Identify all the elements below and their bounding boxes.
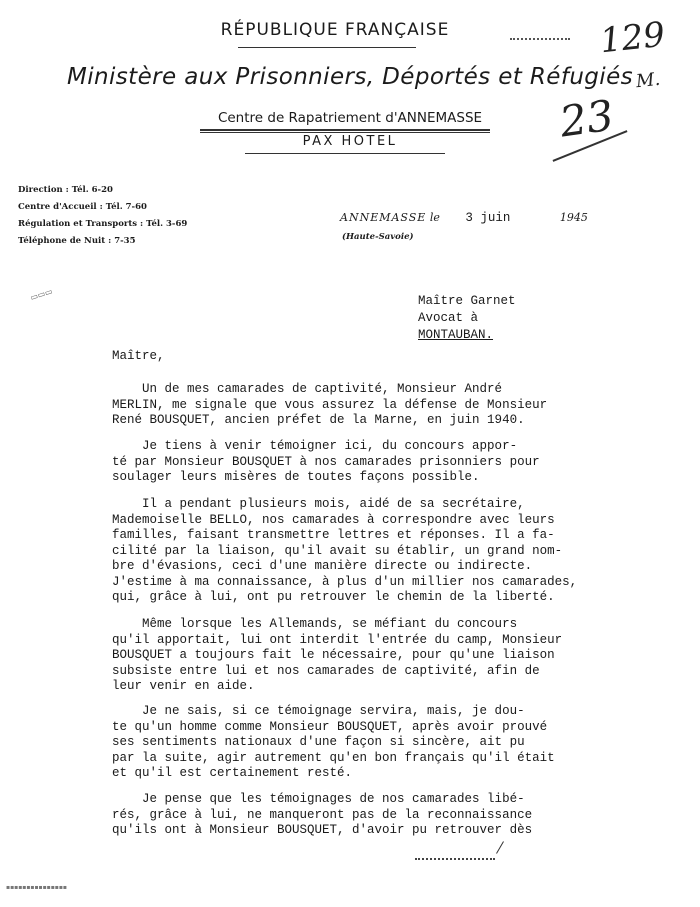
paragraph-1: Un de mes camarades de captivité, Monsieur André MERLIN, me signale que vous assurez la défense de Monsieur René BOUSQUET, ancien préfet de la Marne, en juin 1940. [112, 382, 548, 427]
addressee-name: Maître Garnet [418, 294, 516, 308]
phone-direction: Direction : Tél. 6-20 [18, 185, 113, 195]
heading-rule [238, 47, 416, 48]
city: ANNEMASSE [340, 211, 427, 224]
faded-stamp: ▭▭▭ [29, 286, 54, 303]
paragraph-2: Je tiens à venir témoigner ici, du concours appor- té par Monsieur BOUSQUET à nos camarades prisonniers pour soulager leurs misères de toutes façons possible. [112, 439, 540, 484]
continuation-slash [496, 841, 504, 854]
paragraph-5: Je ne sais, si ce témoignage servira, mais, je dou- te qu'un homme comme Monsieur BOUSQUET, après avoir prouvé ses sentiments nationaux d'une façon si sincère, ait pu par la suite, agir autrement qu'en bon français qu'il était et qu'il est certainement resté. [112, 704, 555, 780]
place-date [340, 211, 588, 225]
phone-accueil: Centre d'Accueil : Tél. 7-60 [18, 202, 147, 212]
year-digit: 5 [580, 211, 588, 224]
paragraph-3: Il a pendant plusieurs mois, aidé de sa secrétaire, Mademoiselle BELLO, nos camarades à correspondre avec leurs familles, faisant transmettre lettres et réponses. Il a fa- cilité par la liaison, qu'il avait su établir, un grand nom- bre d'évasions, ceci d'une manière directe ou indirecte. J'estime à ma connaissance, à plus d'un millier nos camarades, qui, grâce à lui, ont pu retrouver le chemin de la liberté. [112, 497, 578, 604]
letter-date: 3 juin [465, 211, 511, 225]
printer-footer: ▪▪▪▪▪▪▪▪▪▪▪▪▪▪▪ [6, 884, 67, 891]
phone-list [18, 182, 187, 250]
phone-nuit: Téléphone de Nuit : 7-35 [18, 236, 136, 246]
republique-heading: RÉPUBLIQUE FRANÇAISE [220, 20, 450, 40]
handwritten-number-top: 129 [598, 14, 667, 62]
le-word: le [429, 211, 440, 224]
paragraph-4: Même lorsque les Allemands, se méfiant du concours qu'il apportait, lui ont interdit l'entrée du camp, Monsieur BOUSQUET a toujours fait le nécessaire, pour qu'une liaison subsiste entre lui et nos camarades de captivité, afin de leur venir en aide. [112, 617, 563, 693]
centre-rule-thin [200, 132, 490, 133]
dotted-mark [510, 38, 570, 40]
handwritten-mark-small: M. [634, 68, 662, 93]
addressee-city: MONTAUBAN. [418, 328, 494, 342]
year-prefix: 194 [559, 211, 581, 224]
handwritten-number-large: 23 [556, 90, 617, 147]
centre-heading: Centre de Rapatriement d'ANNEMASSE [217, 110, 483, 126]
centre-rule [200, 129, 490, 131]
phone-regulation: Régulation et Transports : Tél. 3-69 [18, 219, 188, 229]
addressee-title: Avocat à [418, 311, 479, 325]
salutation: Maître, [112, 349, 165, 363]
continuation-dots [415, 858, 495, 860]
addressee-block [418, 293, 516, 344]
hotel-heading: PAX HOTEL [302, 134, 398, 149]
ministere-heading: Ministère aux Prisonniers, Déportés et Réfugiés [66, 64, 634, 90]
region: (Haute-Savoie) [342, 232, 414, 242]
hotel-rule [245, 153, 445, 154]
paragraph-6: Je pense que les témoignages de nos camarades libé- rés, grâce à lui, ne manqueront pas de la reconnaissance qu'ils ont à Monsieur BOUSQUET, d'avoir pu retrouver dès [112, 792, 533, 837]
